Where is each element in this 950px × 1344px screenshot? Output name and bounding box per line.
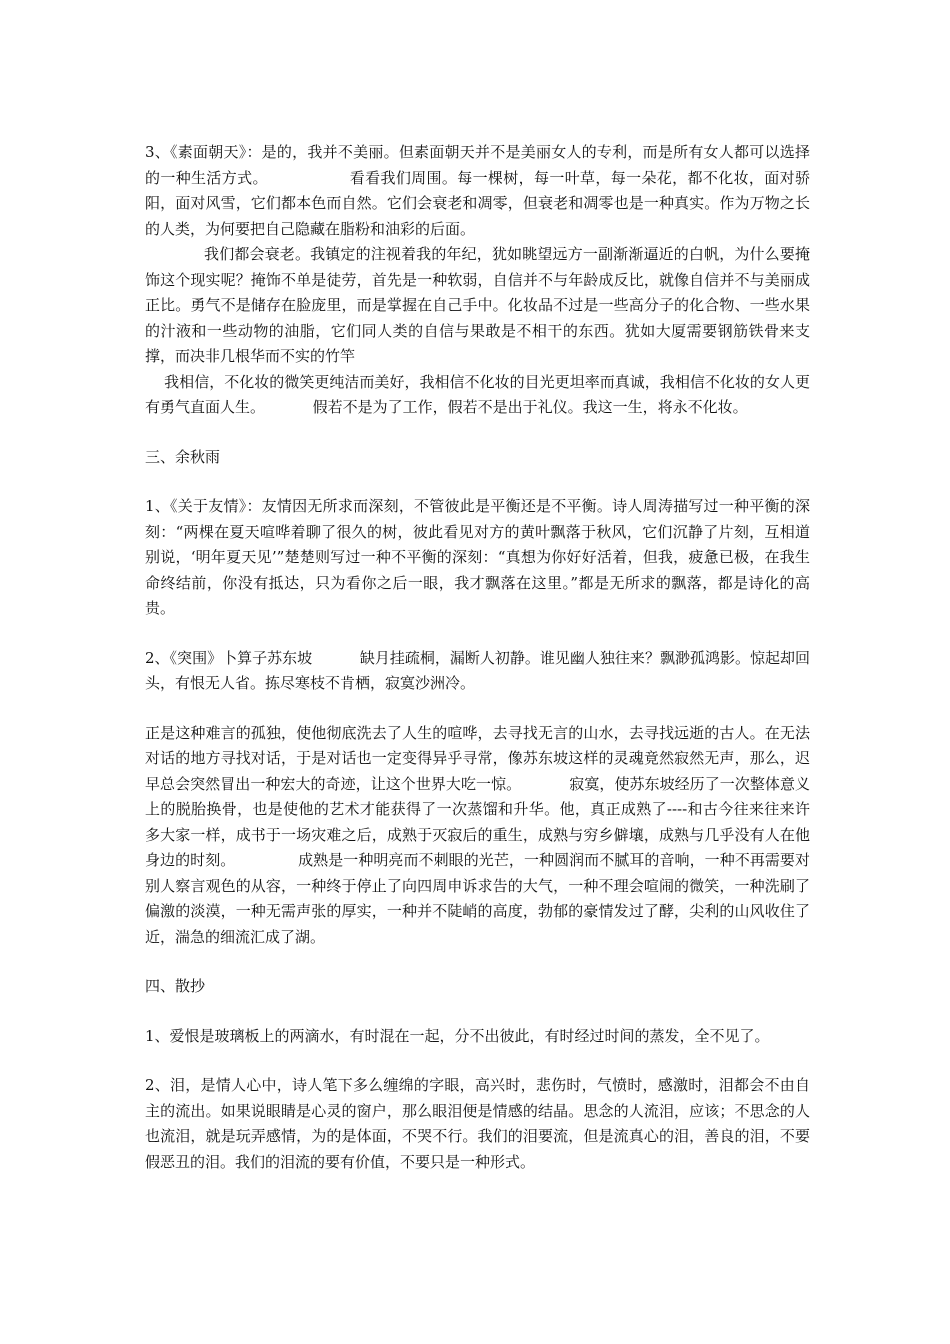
paragraph-love-hate: 1、爱恨是玻璃板上的两滴水，有时混在一起，分不出彼此，有时经过时间的蒸发，全不见了。 [145, 1026, 770, 1045]
spacer [145, 1049, 810, 1073]
paragraph-su-mian-chao-tian: 3、《素面朝天》：是的，我并不美丽。但素面朝天并不是美丽女人的专利，而是所有女人都可以选择的一种生活方式。 看看我们周围。每一棵树，每一叶草，每一朵花，都不化妆，面对骄阳，面对风雪，它们都本色而自然。它们会衰老和凋零，但衰老和凋零也是一种真实。作为万物之长的人类，为何要把自己隐藏在脂粉和油彩的后面。 [145, 143, 810, 238]
paragraph-breakout-poem: 2、《突围》卜算子苏东坡 缺月挂疏桐，漏断人初静。谁见幽人独往来？飘渺孤鸿影。惊起却回头，有恨无人省。拣尽寒枝不肯栖，寂寞沙洲冷。 [145, 648, 810, 692]
section-heading-excerpts: 四、散抄 [145, 977, 206, 995]
paragraph-no-makeup: 我相信，不化妆的微笑更纯洁而美好，我相信不化妆的目光更坦率而真诚，我相信不化妆的女人更有勇气直面人生。 假若不是为了工作，假若不是出于礼仪。我这一生，将永不化妆。 [145, 372, 810, 416]
spacer [145, 950, 810, 974]
spacer [145, 697, 810, 721]
paragraph-friendship: 1、《关于友情》：友情因无所求而深刻，不管彼此是平衡还是不平衡。诗人周涛描写过一种平衡的深刻：“两棵在夏天喧哗着聊了很久的树，彼此看见对方的黄叶飘落于秋风，它们沉静了片刻，互相道别说，‘明年夏天见’”楚楚则写过一种不平衡的深刻：“真想为你好好活着，但我，疲惫已极，在我生命终结前，你没有抵达，只为看你之后一眼，我才飘落在这里。”都是无所求的飘落，都是诗化的高贵。 [145, 497, 810, 617]
section-heading-yu-qiuyu: 三、余秋雨 [145, 447, 221, 466]
paragraph-tears: 2、泪，是情人心中，诗人笔下多么缠绵的字眼，高兴时，悲伤时，气愤时，感激时，泪都会不由自主的流出。如果说眼睛是心灵的窗户，那么眼泪便是情感的结晶。思念的人流泪，应该；不思念的人也流泪，就是玩弄感情，为的是体面，不哭不行。我们的泪要流，但是流真心的泪，善良的泪，不要假恶丑的泪。我们的泪流的要有价值，不要只是一种形式。 [145, 1076, 810, 1171]
spacer [145, 1000, 810, 1024]
spacer [145, 470, 810, 494]
spacer [145, 421, 810, 445]
paragraph-maturity: 正是这种难言的孤独，使他彻底洗去了人生的喧哗，去寻找无言的山水，去寻找远逝的古人。在无法对话的地方寻找对话，于是对话也一定变得异乎寻常，像苏东坡这样的灵魂竟然寂然无声，那么，迟早总会突然冒出一种宏大的奇迹，让这个世界大吃一惊。 寂寞，使苏东坡经历了一次整体意义上的脱胎换骨，也是使他的艺术才能获得了一次蒸馏和升华。他，真正成熟了----和古今往来往来许多大家一样，成书于一场灾难之后，成熟于灭寂后的重生，成熟与穷乡僻壤，成熟与几乎没有人在他身边的时刻。 成熟是一种明亮而不刺眼的光芒，一种圆润而不腻耳的音响，一种不再需要对别人察言观色的从容，一种终于停止了向四周申诉求告的大气，一种不理会喧闹的微笑，一种洗刷了偏激的淡漠，一种无需声张的厚实，一种并不陡峭的高度，勃郁的豪情发过了酵，尖利的山风收住了近，湍急的细流汇成了湖。 [145, 723, 810, 946]
paragraph-aging: 我们都会衰老。我镇定的注视着我的年纪，犹如眺望远方一副渐渐逼近的白帆，为什么要掩饰这个现实呢？掩饰不单是徒劳，首先是一种软弱，自信并不与年龄成反比，就像自信并不与美丽成正比。勇气不是储存在脸庞里，而是掌握在自己手中。化妆品不过是一些高分子的化合物、一些水果的汁液和一些动物的油脂，它们同人类的自信与果敢是不相干的东西。犹如大厦需要钢筋铁骨来支撑，而决非几根华而不实的竹竿 [145, 245, 810, 365]
document-page [145, 140, 810, 1175]
spacer [145, 622, 810, 646]
